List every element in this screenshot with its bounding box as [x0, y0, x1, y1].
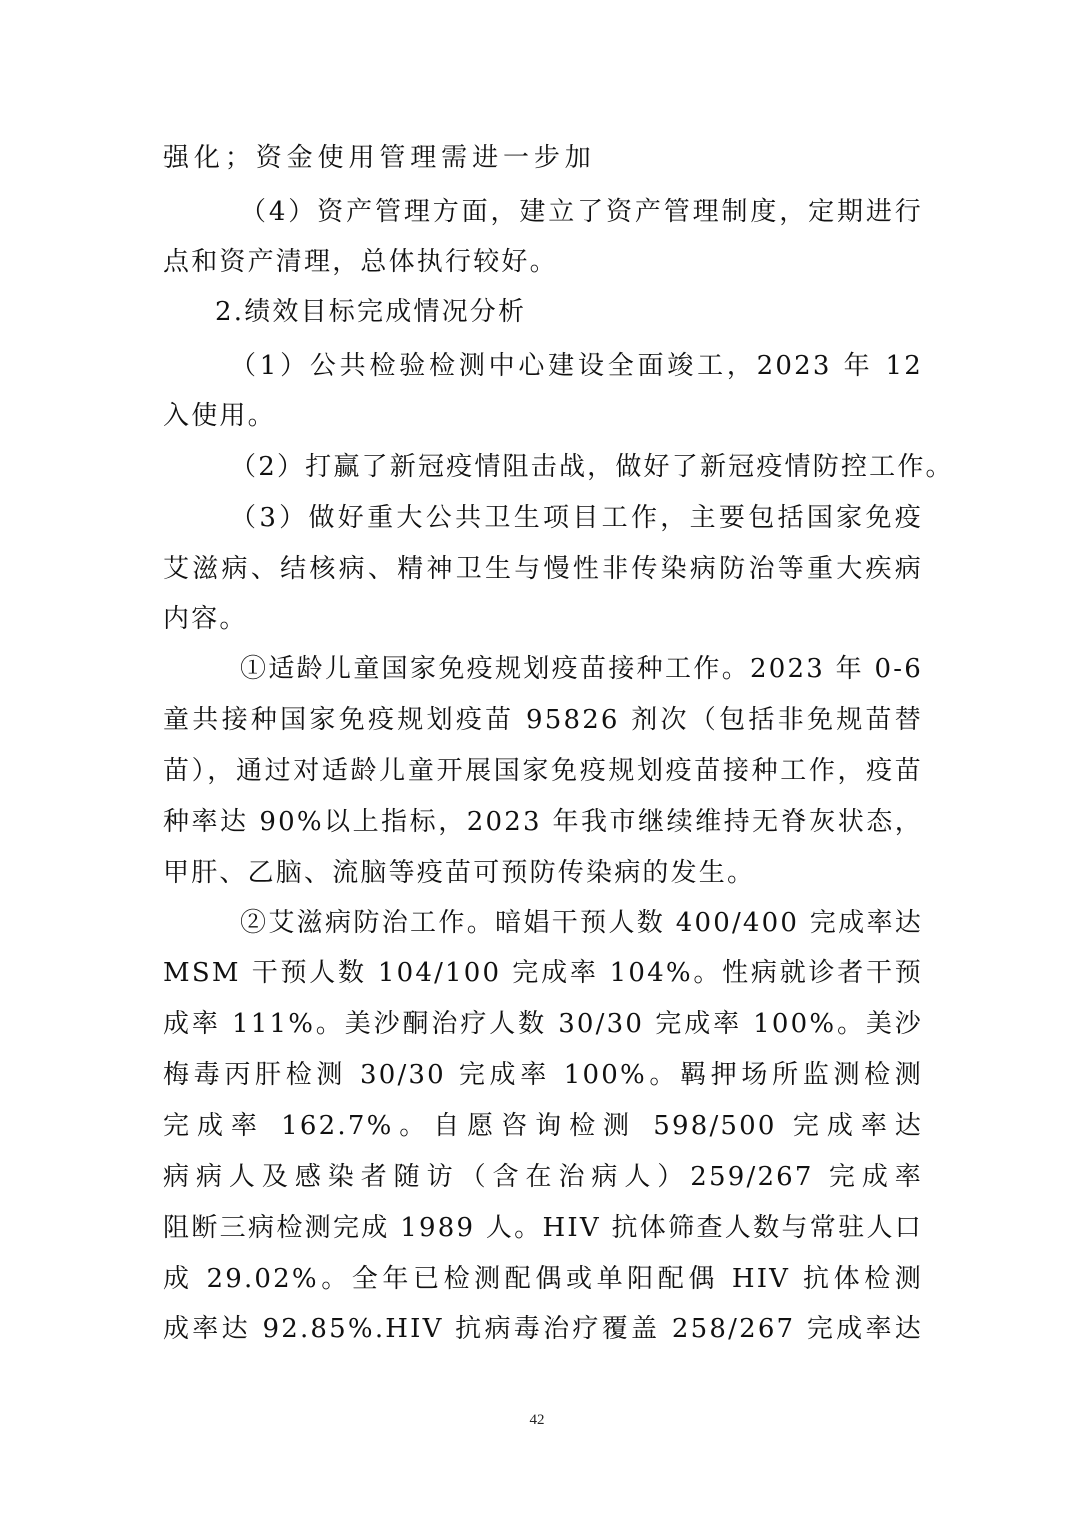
text-line: 点和资产清理，总体执行较好。	[163, 247, 558, 277]
text-line: 苗），通过对适龄儿童开展国家免疫规划疫苗接种工作，疫苗	[163, 756, 923, 786]
page-number: 42	[529, 1412, 545, 1428]
text-line: 阻断三病检测完成 1989 人。HIV 抗体筛查人数与常驻人口	[163, 1213, 923, 1243]
text-line: （4）资产管理方面，建立了资产管理制度，定期进行	[240, 197, 923, 227]
text-line: ①适龄儿童国家免疫规划疫苗接种工作。2023 年 0-6	[240, 654, 923, 684]
section-heading: 2.绩效目标完成情况分析	[215, 297, 527, 327]
text-line: 种率达 90%以上指标，2023 年我市继续维持无脊灰状态，	[163, 807, 923, 837]
text-line: MSM 干预人数 104/100 完成率 104%。性病就诊者干预	[163, 958, 923, 988]
text-line: 强化；资金使用管理需进一步加	[163, 143, 593, 173]
text-line: （2）打赢了新冠疫情阻击战，做好了新冠疫情防控工作。	[230, 452, 954, 482]
text-line: 成率 111%。美沙酮治疗人数 30/30 完成率 100%。美沙	[163, 1009, 923, 1039]
text-line: 梅毒丙肝检测 30/30 完成率 100%。羁押场所监测检测	[163, 1060, 923, 1090]
text-line: 成率达 92.85%.HIV 抗病毒治疗覆盖 258/267 完成率达	[163, 1314, 923, 1344]
text-line: 艾滋病、结核病、精神卫生与慢性非传染病防治等重大疾病	[163, 554, 923, 584]
text-line: 内容。	[163, 604, 248, 634]
text-line: 完成率 162.7%。自愿咨询检测 598/500 完成率达	[163, 1111, 923, 1141]
text-line: （1）公共检验检测中心建设全面竣工，2023 年 12	[230, 351, 923, 381]
text-line: ②艾滋病防治工作。暗娼干预人数 400/400 完成率达	[240, 908, 923, 938]
text-line: 成 29.02%。全年已检测配偶或单阳配偶 HIV 抗体检测	[163, 1264, 923, 1294]
text-line: 童共接种国家免疫规划疫苗 95826 剂次（包括非免规苗替	[163, 705, 923, 735]
text-line: 入使用。	[163, 401, 276, 431]
text-line: 甲肝、乙脑、流脑等疫苗可预防传染病的发生。	[163, 858, 756, 888]
text-line: （3）做好重大公共卫生项目工作，主要包括国家免疫	[230, 503, 923, 533]
text-line: 病病人及感染者随访（含在治病人）259/267 完成率	[163, 1162, 923, 1192]
